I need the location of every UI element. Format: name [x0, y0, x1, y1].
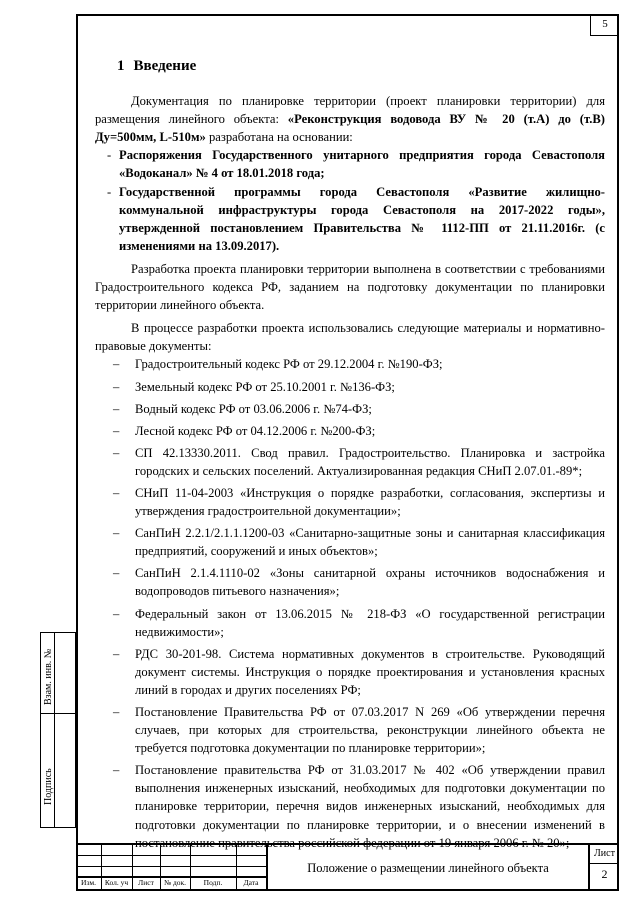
list-dash: –: [113, 606, 120, 621]
section-number: 1: [117, 58, 125, 74]
list-item: [95, 378, 605, 396]
list-item: [95, 645, 605, 699]
side-stamp: [40, 632, 76, 828]
paragraph-compliance: Разработка проекта планировки территории выполнена в соответствии с требованиями Градостроительного кодекса РФ, заданием на подготовку документации по планировки территории линейного объекта.: [95, 261, 605, 313]
list-dash: –: [113, 566, 120, 581]
list-item-text: Водный кодекс РФ от 03.06.2006 г. №74-ФЗ;: [135, 401, 372, 416]
list-item-text: Постановление правительства РФ от 31.03.2017 № 402 «Об утверждении правил выполнения инженерных изысканий, необходимых для подготовки документации по планировке территории, перечня видов инженерных изысканий, необходимых для подготовки документации по планировке территории, и о внесении изменений в постановление правительства российской федерации от 19 января 2006 г. № 20»;: [135, 763, 605, 850]
list-dash: –: [113, 423, 120, 438]
list-item: [95, 444, 605, 480]
side-label-replacement-inv: Взам. инв. №: [43, 648, 54, 705]
sheet-number: 2: [601, 867, 608, 881]
section-heading: [117, 57, 605, 75]
column-label: Дата: [243, 878, 259, 887]
list-dash: –: [113, 379, 120, 394]
list-dash: –: [113, 357, 120, 372]
bases-list: [95, 146, 605, 255]
list-item: [95, 422, 605, 440]
list-item-text: Земельный кодекс РФ от 25.10.2001 г. №136-ФЗ;: [135, 379, 395, 394]
list-dash: –: [113, 646, 120, 661]
list-item-text: СанПиН 2.2.1/2.1.1.1200-03 «Санитарно-защитные зоны и санитарная классификация предприятий, сооружений и иных объектов»;: [135, 526, 605, 559]
column-label: Изм.: [81, 878, 96, 887]
list-item: [95, 146, 605, 182]
document-title: Положение о размещении линейного объекта: [266, 845, 588, 891]
intro-object-name: «Реконструкция водовода ВУ № 20 (т.А) до (т.В) Ду=500мм, L-510м»: [95, 112, 605, 145]
section-title: Введение: [133, 58, 197, 74]
list-item: [95, 605, 605, 641]
column-label: Кол. уч: [104, 878, 129, 887]
list-dash: –: [113, 401, 120, 416]
list-item: [95, 761, 605, 851]
list-item: [95, 183, 605, 255]
column-label: Лист: [138, 878, 154, 887]
revision-grid: [76, 845, 266, 891]
list-item-text: Лесной кодекс РФ от 04.12.2006 г. №200-ФЗ;: [135, 423, 376, 438]
page-number: 5: [590, 14, 619, 36]
list-item: [95, 484, 605, 520]
column-label: № док.: [163, 878, 187, 887]
list-item-text: СП 42.13330.2011. Свод правил. Градостроительство. Планировка и застройка городских и сельских поселений. Актуализированная редакция СНиП 2.07.01.-89*;: [135, 445, 605, 478]
side-label-signature: Подпись: [43, 768, 54, 805]
list-item: [95, 400, 605, 418]
list-item: [95, 564, 605, 600]
list-dash: –: [113, 485, 120, 500]
list-dash: –: [113, 705, 120, 719]
list-item-text: РДС 30-201-98. Система нормативных документов в строительстве. Руководящий документ системы. Инструкция о порядке проектирования и установления красных линий в городах и других поселениях РФ;: [135, 646, 605, 697]
list-item-text: СанПиН 2.1.4.1110-02 «Зоны санитарной охраны источников водоснабжения и водопроводов питьевого назначения»;: [135, 566, 605, 599]
list-dash: –: [113, 445, 120, 460]
document-body: [95, 52, 605, 856]
paragraph-materials: В процессе разработки проекта использовались следующие материалы и нормативно-правовые документы:: [95, 321, 605, 354]
sheet-label: Лист: [590, 848, 619, 864]
documents-list: [95, 355, 605, 851]
list-dash: –: [113, 763, 120, 778]
list-item-text: СНиП 11-04-2003 «Инструкция о порядке разработки, согласования, экспертизы и утверждения градостроительной документации»;: [135, 485, 605, 519]
list-item-text: Государственной программы города Севастополя «Развитие жилищно-коммунальной инфраструктуры города Севастополя на 2017-2022 годы», утвержденной постановлением Правительства № 1112-ПП от 21.11.2016г. (с изменениями на 13.09.2017).: [119, 184, 605, 253]
list-item-text: Распоряжения Государственного унитарного предприятия города Севастополя «Водоканал» № 4 от 18.01.2018 года;: [119, 148, 605, 181]
grid-line: [76, 855, 266, 856]
intro-text: Документация по планировке территории (проект планировки территории) для размещения линейного объекта:: [95, 94, 605, 127]
column-label: Подп.: [203, 878, 223, 887]
list-item: [95, 355, 605, 373]
list-dash: -: [107, 184, 112, 199]
list-item-text: Федеральный закон от 13.06.2015 № 218-ФЗ «О государственной регистрации недвижимости»;: [135, 606, 605, 639]
title-block: [76, 843, 619, 891]
list-dash: -: [107, 148, 112, 163]
intro-tail: разработана на основании:: [205, 130, 353, 145]
intro-paragraph: [95, 92, 605, 146]
list-item-text: Градостроительный кодекс РФ от 29.12.2004 г. №190-ФЗ;: [135, 357, 443, 372]
list-item-text: Постановление Правительства РФ от 07.03.2017 N 269 «Об утверждении перечня случаев, при которых для строительства, реконструкции линейного объекта не требуется подготовка документации по планировке территории»;: [135, 705, 605, 756]
list-item: [95, 524, 605, 560]
list-dash: –: [113, 526, 120, 541]
sheet-cell: [588, 845, 619, 891]
side-stamp-divider: [41, 713, 75, 714]
grid-line: [76, 866, 266, 867]
list-item: [95, 703, 605, 757]
